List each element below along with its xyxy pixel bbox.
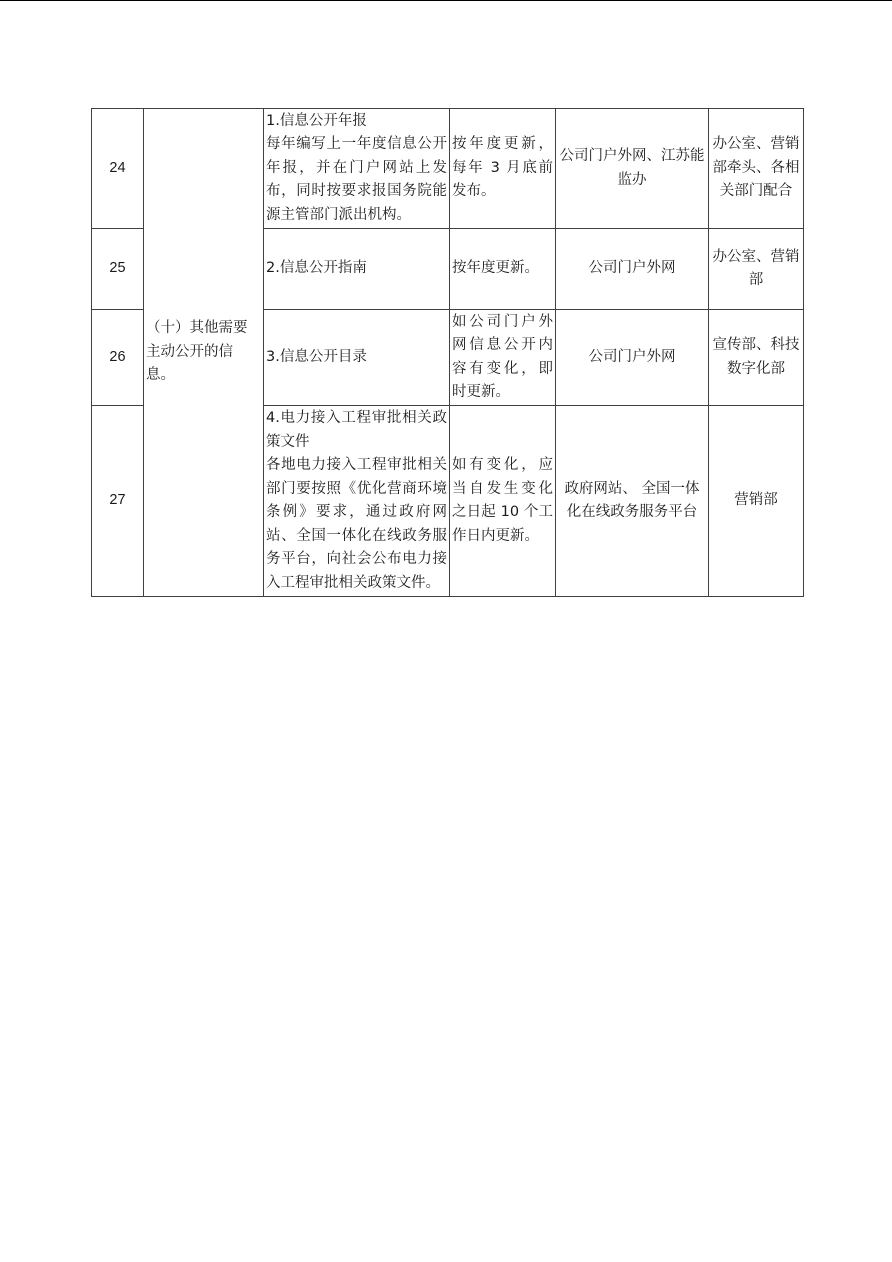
row-number: 24 xyxy=(92,109,144,229)
row-number: 27 xyxy=(92,406,144,597)
item-cell xyxy=(264,109,450,229)
item-title: 2.信息公开指南 xyxy=(266,260,367,277)
item-description: 各地电力接入工程审批相关部门要按照《优化营商环境条例》要求，通过政府网站、全国一体化在线政务服务平台，向社会公布电力接入工程审批相关政策文件。 xyxy=(266,457,447,591)
item-cell xyxy=(264,406,450,597)
department-cell: 宣传部、科技数字化部 xyxy=(709,310,804,406)
channel-cell: 政府网站、 全国一体化在线政务服务平台 xyxy=(556,406,709,597)
item-title: 3.信息公开目录 xyxy=(266,348,367,365)
item-cell xyxy=(264,229,450,310)
table-row xyxy=(92,109,804,229)
department-cell: 办公室、营销部 xyxy=(709,229,804,310)
update-cell: 按年度更新，每年 3 月底前发布。 xyxy=(450,109,556,229)
page-top-border xyxy=(0,0,892,1)
channel-cell: 公司门户外网 xyxy=(556,310,709,406)
item-cell xyxy=(264,310,450,406)
item-title: 1.信息公开年报 xyxy=(266,112,367,129)
item-description: 每年编写上一年度信息公开年报，并在门户网站上发布，同时按要求报国务院能源主管部门派出机构。 xyxy=(266,136,447,223)
department-cell: 办公室、营销部牵头、各相关部门配合 xyxy=(709,109,804,229)
disclosure-table xyxy=(91,108,804,597)
category-cell: （十）其他需要主动公开的信息。 xyxy=(144,109,264,597)
update-cell: 按年度更新。 xyxy=(450,229,556,310)
item-title: 4.电力接入工程审批相关政策文件 xyxy=(266,410,447,450)
channel-cell: 公司门户外网、江苏能监办 xyxy=(556,109,709,229)
row-number: 25 xyxy=(92,229,144,310)
update-cell: 如公司门户外网信息公开内容有变化，即时更新。 xyxy=(450,310,556,406)
row-number: 26 xyxy=(92,310,144,406)
department-cell: 营销部 xyxy=(709,406,804,597)
channel-cell: 公司门户外网 xyxy=(556,229,709,310)
update-cell: 如有变化，应当自发生变化之日起 10 个工作日内更新。 xyxy=(450,406,556,597)
